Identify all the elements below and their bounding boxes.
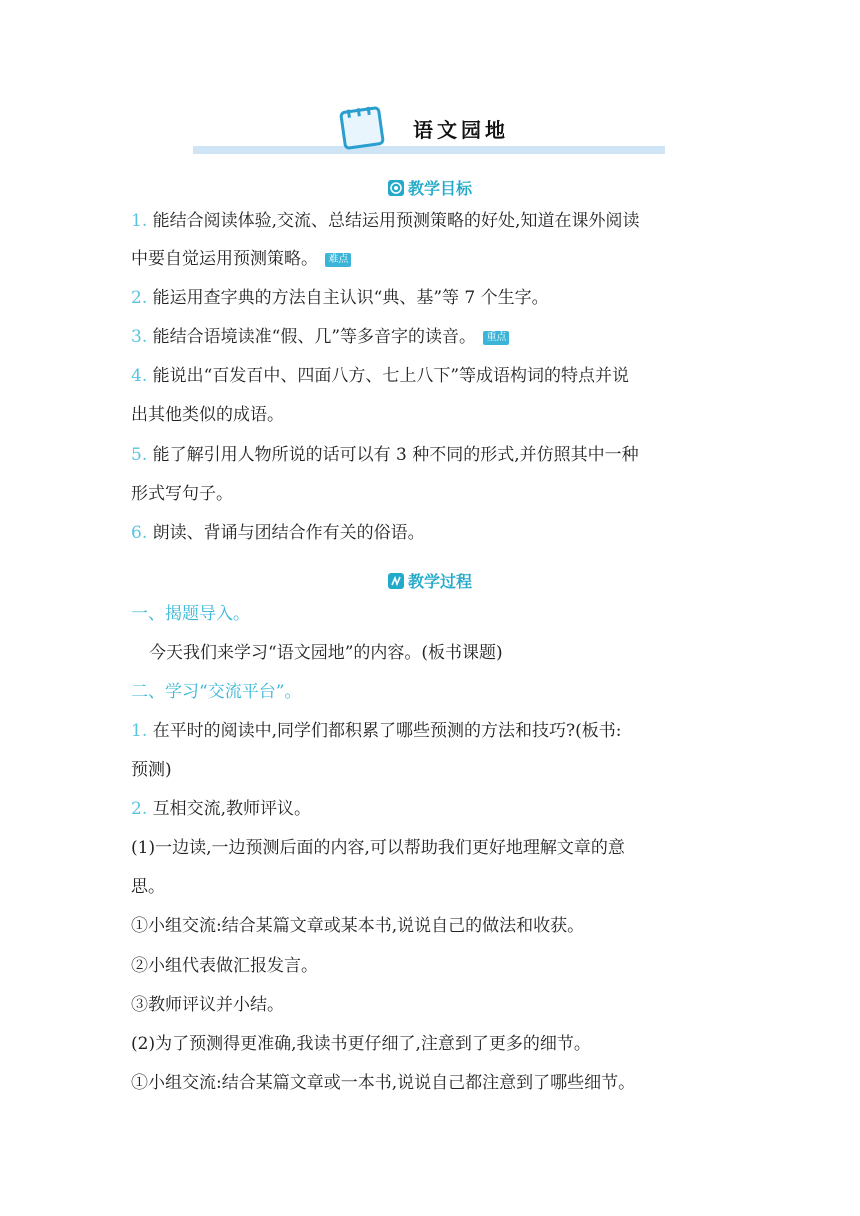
- sub-item-1-cont: 思。: [131, 877, 165, 897]
- sub-item-1: (1)一边读,一边预测后面的内容,可以帮助我们更好地理解文章的意: [131, 838, 625, 858]
- goals-heading-label: 教学目标: [407, 179, 472, 198]
- step1-text: 今天我们来学习“语文园地”的内容。(板书课题): [149, 643, 503, 663]
- process-icon: [388, 573, 404, 589]
- sub-item-1-a: ①小组交流:结合某篇文章或某本书,说说自己的做法和收获。: [131, 916, 585, 936]
- sub-item-2: (2)为了预测得更准确,我读书更仔细了,注意到了更多的细节。: [131, 1034, 591, 1054]
- step2-heading: 二、学习“交流平台”。: [131, 682, 302, 702]
- step1-heading: 一、揭题导入。: [131, 604, 250, 624]
- page-title: 语文园地: [413, 118, 509, 142]
- process-item-1: 1. 在平时的阅读中,同学们都积累了哪些预测的方法和技巧?(板书:: [131, 721, 622, 741]
- goal-item-4: 4. 能说出“百发百中、四面八方、七上八下”等成语构词的特点并说: [131, 366, 630, 386]
- goal-item-1-cont: 中要自觉运用预测策略。 难点: [131, 247, 351, 271]
- process-heading: [0, 569, 860, 592]
- process-item-1-cont: 预测): [131, 760, 172, 780]
- title-underline-bar: [193, 146, 665, 154]
- goal-item-5-cont: 形式写句子。: [131, 484, 233, 504]
- sub-item-1-b: ②小组代表做汇报发言。: [131, 956, 318, 976]
- target-icon: [388, 180, 404, 196]
- goal-item-1: 1. 能结合阅读体验,交流、总结运用预测策略的好处,知道在课外阅读: [131, 211, 640, 231]
- goal-item-3: 3. 能结合语境读准“假、几”等多音字的读音。 重点: [131, 325, 509, 349]
- goal-item-5: 5. 能了解引用人物所说的话可以有 3 种不同的形式,并仿照其中一种: [131, 445, 639, 465]
- difficult-badge: 难点: [325, 253, 351, 267]
- goal-item-6: 6. 朗读、背诵与团结合作有关的俗语。: [131, 523, 425, 543]
- sub-item-1-c: ③教师评议并小结。: [131, 995, 284, 1015]
- title-banner: [193, 96, 665, 160]
- goal-item-4-cont: 出其他类似的成语。: [131, 405, 284, 425]
- process-item-2: 2. 互相交流,教师评议。: [131, 799, 312, 819]
- goal-item-2: 2. 能运用查字典的方法自主认识“典、基”等 7 个生字。: [131, 288, 549, 308]
- goals-heading: [0, 176, 860, 199]
- key-badge: 重点: [483, 331, 509, 345]
- notepad-icon: [337, 100, 397, 152]
- sub-item-2-a: ①小组交流:结合某篇文章或一本书,说说自己都注意到了哪些细节。: [131, 1073, 636, 1093]
- process-heading-label: 教学过程: [407, 572, 472, 591]
